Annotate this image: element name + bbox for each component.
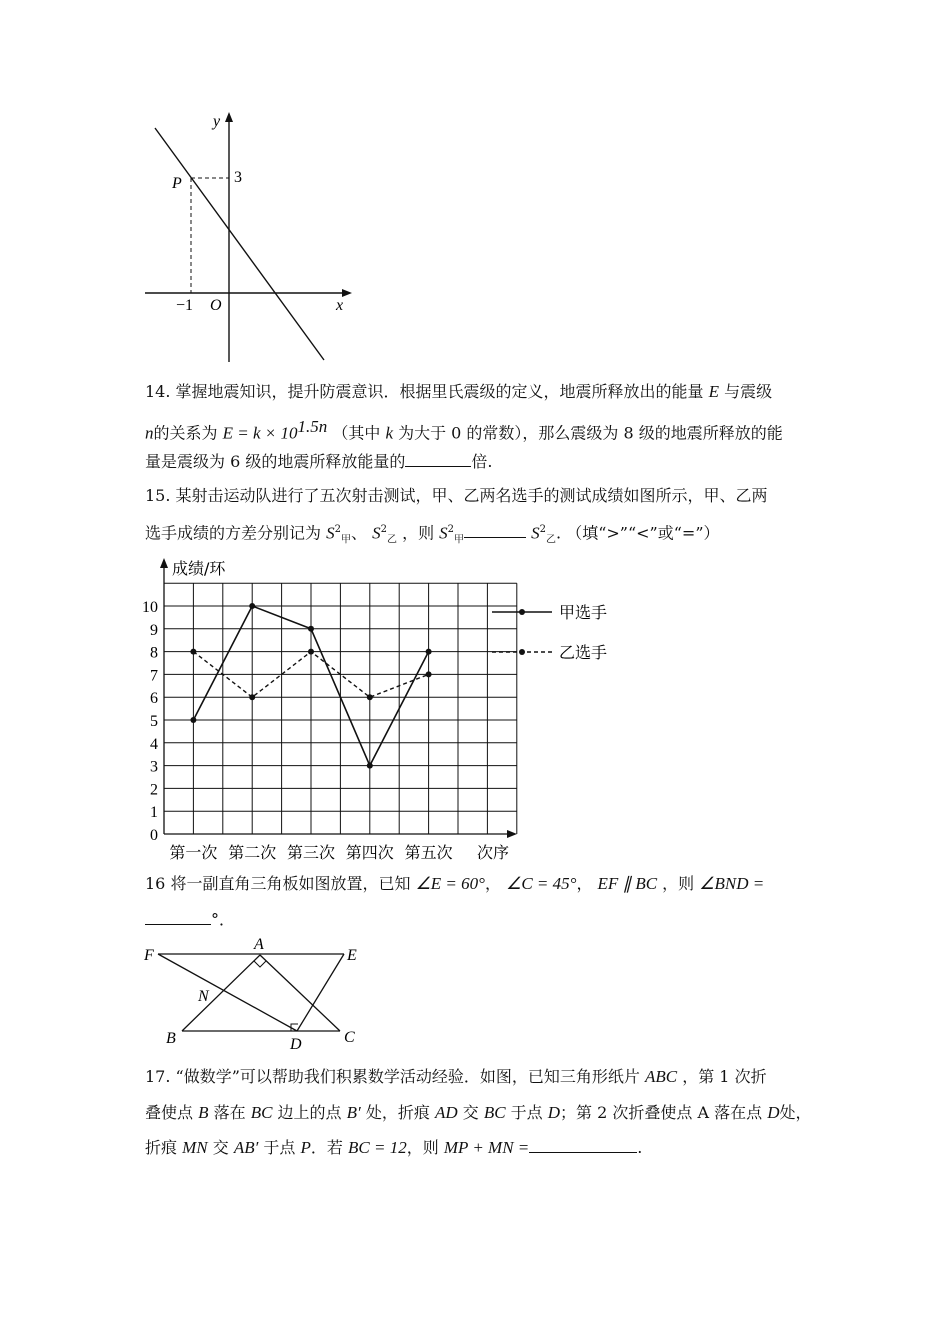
q15-sep: 、 [350,523,367,543]
series-point-yi [426,671,432,677]
q14-formula: E = k × 10 [222,423,298,443]
q14-text3: 量是震级为 6 级的地震所释放能量的 [145,452,406,471]
q16-parallel: EF ∥ BC [597,874,658,893]
y-label: y [213,113,221,130]
y-tick-label: 1 [150,804,158,822]
q14-var-e: E [708,382,720,401]
chart-ylabel: 成绩/环 [172,559,226,578]
q15-sub-jia2: 甲 [454,534,465,546]
q17-text2c: 边上的点 [277,1103,342,1122]
x-tick-label: 第二次 [228,843,277,862]
q16-line1 [145,874,764,894]
q14-text1b: 与震级 [724,382,773,401]
q17-line2 [145,1103,812,1123]
q17-mpmn: MP + MN = [443,1138,530,1157]
q15-number: 15. [145,486,171,505]
q14-var-k: k [385,423,393,443]
q17-mn: MN [182,1138,208,1157]
q17-text2d: 处，折痕 [365,1103,430,1122]
chart-y-ticks [142,599,158,844]
q17-number: 17. [145,1067,171,1086]
series-point-yi [249,694,255,700]
q15-sup1: 2 [334,524,341,535]
q17-ad: AD [434,1103,458,1122]
q15-sub-yi: 乙 [386,534,397,546]
x-axis-arrow [342,289,352,297]
q17-text2f: 于点 [510,1103,543,1122]
label-d: D [290,1036,302,1053]
segment-ab [182,955,260,1031]
right-angle-a [254,961,266,967]
q15-period: . [556,523,562,543]
q14-line1 [145,382,772,402]
q17-text2a: 叠使点 [145,1103,194,1122]
q17-answer-blank[interactable] [529,1138,637,1153]
q15-s-yi2: S [531,523,540,543]
chart-y-arrow [160,558,168,568]
q16-angle-c: ∠C = 45° [506,874,577,893]
q14-number: 14. [145,382,171,401]
q17-text1a: “做数学”可以帮助我们积累数学活动经验．如图，已知三角形纸片 [175,1067,640,1086]
q16-answer-blank[interactable] [145,910,211,925]
segment-ac [260,955,340,1031]
y-tick-label: 2 [150,781,158,799]
q15-line1 [145,486,768,506]
three-label: 3 [234,169,242,186]
y-tick-label: 7 [150,667,158,685]
series-point-jia [367,763,373,769]
label-e: E [347,947,357,964]
q15-sup4: 2 [539,524,547,535]
q15-text2b: ，则 [402,523,435,543]
q17-text3end: . [637,1138,643,1157]
label-b: B [166,1030,176,1047]
q17-text3d: ．若 [310,1138,343,1157]
series-point-jia [190,717,196,723]
y-tick-label: 5 [150,713,158,730]
q17-text2h: 处， [779,1103,812,1122]
q15-text1: 某射击运动队进行了五次射击测试，甲、乙两名选手的测试成绩如图所示，甲、乙两 [175,486,768,505]
y-tick-label: 9 [150,621,158,639]
q16-bnd: ∠BND = [699,874,765,893]
minus-one-label: −1 [176,297,194,314]
q14-text2a: 的关系为 [153,423,218,443]
q16-line2 [145,910,235,930]
series-point-yi [190,649,196,655]
q15-s-jia2: S [439,523,448,543]
label-a: A [254,936,264,953]
y-tick-label: 8 [150,644,158,662]
label-f: F [144,947,154,964]
y-axis-arrow [225,112,233,122]
q15-text2c: （填“>”“<”或“=”） [566,523,720,543]
x-tick-label: 第三次 [286,843,336,862]
q17-d: D [547,1103,561,1122]
q17-bc2: BC [483,1103,506,1122]
q15-line2 [145,520,720,551]
chart-xlabel: 次序 [477,843,510,862]
label-c: C [344,1029,355,1046]
chart-legend [492,603,607,662]
series-point-jia [426,649,432,655]
q15-answer-blank[interactable] [464,523,526,538]
q17-text3b: 交 [212,1138,229,1157]
x-tick-label: 第四次 [345,843,394,862]
y-tick-label: 0 [150,827,158,844]
segment-ed [297,954,344,1031]
q17-b: B [198,1103,209,1122]
q17-bprime: B′ [346,1103,361,1122]
legend-jia-label: 甲选手 [559,603,608,622]
legend-yi-marker [519,649,525,655]
q16-number: 16 [145,874,166,893]
q17-abprime: AB′ [233,1138,259,1157]
q14-line2 [145,417,783,443]
q16-text2end: °． [211,910,236,929]
y-tick-label: 6 [150,690,158,708]
q14-text2c: 为大于 0 的常数），那么震级为 8 级的地震所释放的能 [398,423,783,443]
y-tick-label: 10 [142,599,158,616]
q14-text1: 掌握地震知识，提升防震意识．根据里氏震级的定义，地震所释放出的能量 [175,382,704,401]
q15-sup2: 2 [380,524,387,535]
x-tick-label: 第一次 [169,843,218,862]
function-line [155,128,324,360]
q14-answer-blank[interactable] [405,452,471,467]
q14-text2b: （其中 [332,423,381,443]
q14-line3 [145,452,492,472]
q17-abc: ABC [645,1067,678,1086]
q17-text2e: 交 [462,1103,479,1122]
score-line-chart [140,555,630,870]
q16-angle-e: ∠E = 60° [415,874,485,893]
q17-bc: BC [250,1103,273,1122]
label-n: N [198,988,209,1005]
legend-yi-label: 乙选手 [559,643,608,662]
q14-formula-exp: 1.5n [297,417,328,436]
q14-var-n: n [145,423,154,443]
chart-grid [164,583,517,834]
series-point-jia [249,603,255,609]
series-point-yi [308,649,314,655]
p-label: P [172,175,182,192]
q16-sep1: ， [484,874,501,893]
x-tick-label: 第五次 [404,843,453,862]
origin-label: O [210,297,222,314]
y-tick-label: 3 [150,758,158,776]
q17-text2b: 落在 [213,1103,246,1122]
q17-text3e: ，则 [406,1138,439,1157]
q17-text3c: 于点 [263,1138,296,1157]
series-point-jia [308,626,314,632]
q16-text1b: ，则 [662,874,695,893]
q17-d2: D [767,1103,780,1122]
q15-s-jia: S [326,523,335,543]
q17-line3 [145,1138,642,1158]
q17-bc12: BC = 12 [348,1138,407,1157]
triangle-set-figure [140,935,370,1055]
q17-text3a: 折痕 [145,1138,178,1157]
q14-text3end: 倍. [471,452,493,471]
q17-text2g: ；第 2 次折叠使点 A 落在点 [560,1103,763,1122]
q15-s-yi: S [372,523,381,543]
q15-text2a: 选手成绩的方差分别记为 [145,523,322,543]
chart-x-arrow [507,830,517,838]
y-tick-label: 4 [150,735,158,753]
q16-text1a: 将一副直角三角板如图放置，已知 [170,874,411,893]
chart-x-ticks [169,843,452,862]
legend-jia-marker [519,609,525,615]
q17-p: P [300,1138,311,1157]
series-point-yi [367,694,373,700]
linear-function-graph [140,108,360,370]
q15-sub-jia: 甲 [340,534,351,546]
segment-fd [158,954,297,1031]
x-label: x [336,297,344,314]
q15-sup3: 2 [447,524,455,535]
q16-sep2: ， [576,874,593,893]
q15-sub-yi2: 乙 [546,534,557,546]
q17-text1b: ，第 1 次折 [682,1067,767,1086]
q17-line1 [145,1067,767,1087]
